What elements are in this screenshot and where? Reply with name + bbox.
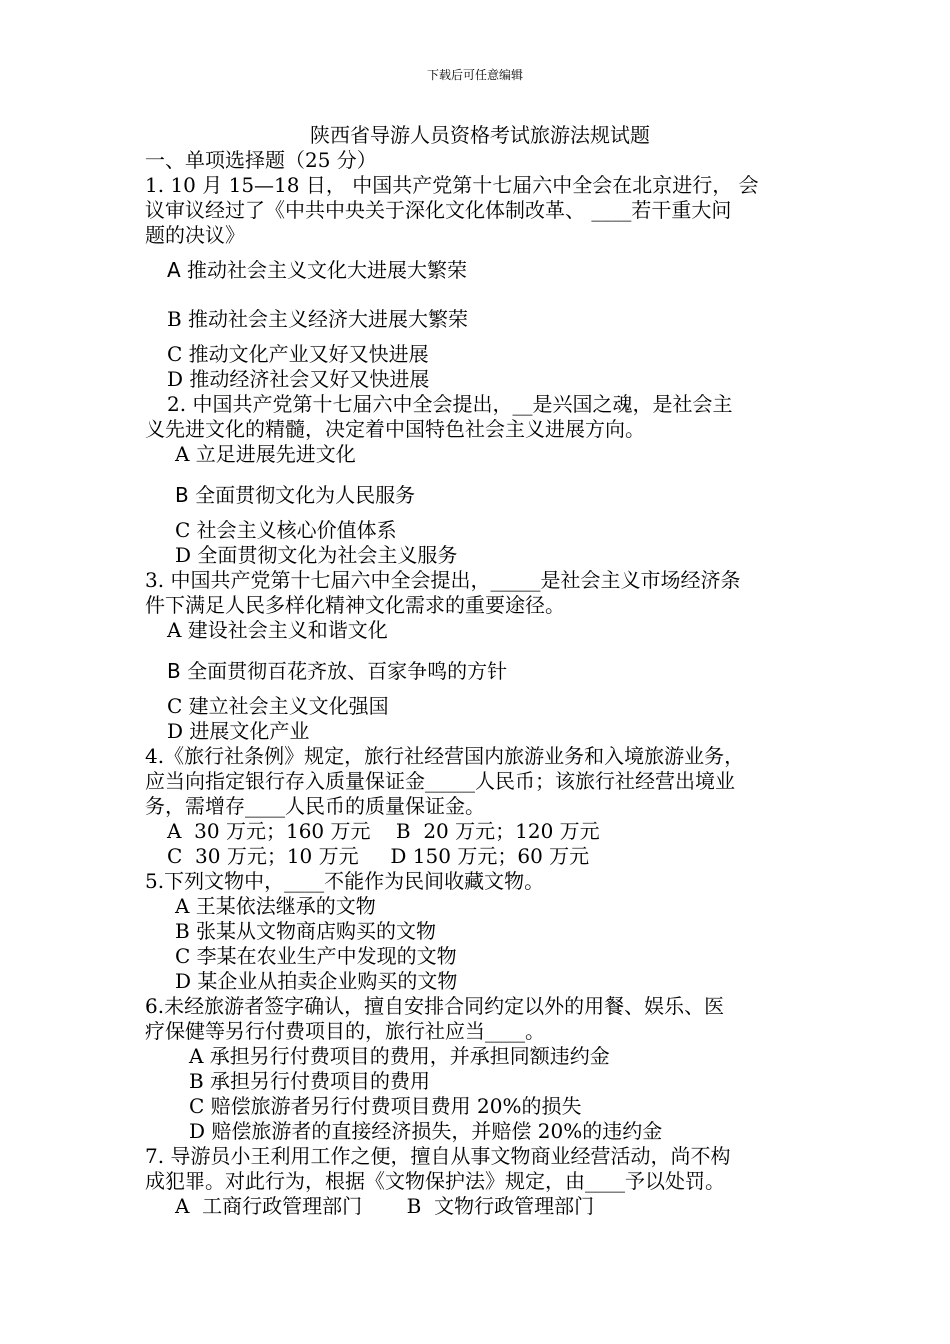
question-7-stem-line-2: 成犯罪。对此行为，根据《文物保护法》规定，由____予以处罚。 bbox=[145, 1169, 725, 1193]
question-6-option-b: B 承担另行付费项目的费用 bbox=[189, 1069, 431, 1093]
question-3-option-c: C 建立社会主义文化强国 bbox=[167, 694, 389, 718]
page-header-note: 下载后可任意编辑 bbox=[426, 68, 523, 82]
question-2-stem-line-1: 2. 中国共产党第十七届六中全会提出，__是兴国之魂，是社会主 bbox=[167, 392, 733, 416]
question-1-option-a: A 推动社会主义文化大进展大繁荣 bbox=[167, 258, 468, 282]
question-2-option-a: A 立足进展先进文化 bbox=[175, 442, 356, 466]
question-5-option-c: C 李某在农业生产中发现的文物 bbox=[175, 944, 457, 968]
question-4-options-cd: C 30 万元；10 万元 D 150 万元；60 万元 bbox=[167, 844, 590, 868]
question-2-option-d: D 全面贯彻文化为社会主义服务 bbox=[175, 543, 458, 567]
question-2-option-b: B 全面贯彻文化为人民服务 bbox=[175, 483, 416, 507]
section-heading: 一、单项选择题（25 分） bbox=[145, 148, 377, 172]
question-5-option-a: A 王某依法继承的文物 bbox=[175, 894, 376, 918]
question-6-option-d: D 赔偿旅游者的直接经济损失，并赔偿 20%的违约金 bbox=[189, 1119, 663, 1143]
question-4-stem-line-2: 应当向指定银行存入质量保证金_____人民币；该旅行社经营出境业 bbox=[145, 769, 735, 793]
question-1-stem-line-3: 题的决议》 bbox=[145, 223, 245, 247]
question-6-stem-line-2: 疗保健等另行付费项目的，旅行社应当____。 bbox=[145, 1019, 545, 1043]
question-5-option-d: D 某企业从拍卖企业购买的文物 bbox=[175, 969, 458, 993]
question-3-option-a: A 建设社会主义和谐文化 bbox=[167, 618, 388, 642]
question-1-option-c: C 推动文化产业又好又快进展 bbox=[167, 342, 429, 366]
question-4-stem-line-3: 务，需增存____人民币的质量保证金。 bbox=[145, 794, 485, 818]
question-3-option-b: B 全面贯彻百花齐放、百家争鸣的方针 bbox=[167, 659, 508, 683]
question-7-options-ab: A 工商行政管理部门 B 文物行政管理部门 bbox=[175, 1194, 595, 1218]
question-7-stem-line-1: 7. 导游员小王利用工作之便，擅自从事文物商业经营活动，尚不构 bbox=[145, 1144, 731, 1168]
question-6-option-c: C 赔偿旅游者另行付费项目费用 20%的损失 bbox=[189, 1094, 582, 1118]
question-3-option-d: D 进展文化产业 bbox=[167, 719, 310, 743]
question-5-stem: 5.下列文物中，____不能作为民间收藏文物。 bbox=[145, 869, 545, 893]
question-2-stem-line-2: 义先进文化的精髓，决定着中国特色社会主义进展方向。 bbox=[145, 417, 645, 441]
question-3-stem-line-2: 件下满足人民多样化精神文化需求的重要途径。 bbox=[145, 593, 565, 617]
question-4-stem-line-1: 4.《旅行社条例》规定，旅行社经营国内旅游业务和入境旅游业务， bbox=[145, 744, 745, 768]
question-3-stem-line-1: 3. 中国共产党第十七届六中全会提出，_____是社会主义市场经济条 bbox=[145, 568, 741, 592]
question-1-stem-line-1: 1. 10 月 15—18 日， 中国共产党第十七届六中全会在北京进行， 会 bbox=[145, 173, 759, 197]
question-5-option-b: B 张某从文物商店购买的文物 bbox=[175, 919, 437, 943]
question-6-stem-line-1: 6.未经旅游者签字确认，擅自安排合同约定以外的用餐、娱乐、医 bbox=[145, 994, 725, 1018]
question-1-option-d: D 推动经济社会又好又快进展 bbox=[167, 367, 430, 391]
exam-document bbox=[145, 122, 815, 1219]
question-2-option-c: C 社会主义核心价值体系 bbox=[175, 518, 397, 542]
question-4-options-ab: A 30 万元；160 万元 B 20 万元；120 万元 bbox=[167, 819, 600, 843]
document-title: 陕西省导游人员资格考试旅游法规试题 bbox=[310, 123, 650, 147]
question-1-option-b: B 推动社会主义经济大进展大繁荣 bbox=[167, 307, 469, 331]
question-1-stem-line-2: 议审议经过了《中共中央关于深化文化体制改革、 ____若干重大问 bbox=[145, 198, 732, 222]
question-6-option-a: A 承担另行付费项目的费用，并承担同额违约金 bbox=[189, 1044, 610, 1068]
